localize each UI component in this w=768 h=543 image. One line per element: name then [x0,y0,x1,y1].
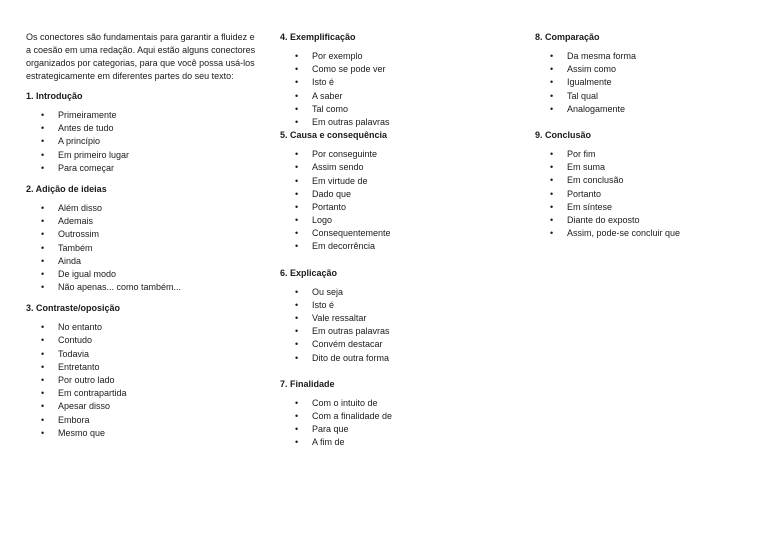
list-item: • A fim de [280,436,515,449]
list-item: • Tal como [280,103,515,116]
connector-list [280,148,515,254]
list-item: • Assim sendo [280,161,515,174]
list-item: • A saber [280,90,515,103]
connector-list [535,148,768,240]
list-item: • Em decorrência [280,240,515,253]
list-item: • Por outro lado [26,374,261,387]
list-item: • Por fim [535,148,768,161]
list-item: • Primeiramente [26,109,261,122]
section-heading: 9. Conclusão [535,129,592,140]
list-item: • Com a finalidade de [280,410,515,423]
list-item: • Além disso [26,202,261,215]
list-item: • Em conclusão [535,174,768,187]
connector-list [280,286,515,365]
section-heading: 4. Exemplificação [280,32,356,42]
list-item: • Mesmo que [26,427,261,440]
column-2 [280,31,515,458]
connector-list [26,109,261,175]
list-item: • Isto é [280,76,515,89]
list-item: • Como se pode ver [280,63,515,76]
list-item: • Todavia [26,348,261,361]
section-adicao-de-ideias [26,183,261,294]
section-heading: 6. Explicação [280,267,338,278]
list-item: • Tal qual [535,90,768,103]
list-item: • Em contrapartida [26,387,261,400]
list-item: • Também [26,242,261,255]
section-heading: 2. Adição de ideias [26,183,107,194]
list-item: • Antes de tudo [26,122,261,135]
section-introducao [26,90,261,175]
list-item: • Em outras palavras [280,116,515,129]
list-item: • De igual modo [26,268,261,281]
connector-list [280,50,515,129]
list-item: • Em suma [535,161,768,174]
list-item: • Outrossim [26,228,261,241]
list-item: • Com o intuito de [280,397,515,410]
list-item: • Apesar disso [26,400,261,413]
section-comparacao [535,31,768,116]
list-item: • Dito de outra forma [280,352,515,365]
list-item: • Isto é [280,299,515,312]
section-explicacao [280,267,515,365]
list-item: • Ademais [26,215,261,228]
list-item: • Igualmente [535,76,768,89]
list-item: • Portanto [535,188,768,201]
connector-list [535,50,768,116]
list-item: • Em primeiro lugar [26,149,261,162]
section-conclusao [535,129,768,240]
list-item: • Dado que [280,188,515,201]
list-item: • No entanto [26,321,261,334]
section-contraste-oposicao [26,302,261,440]
list-item: • Por exemplo [280,50,515,63]
section-heading: 8. Comparação [535,32,600,42]
connector-list [26,321,261,440]
list-item: • Assim como [535,63,768,76]
intro-paragraph: Os conectores são fundamentais para garantir a fluidez e a coesão em uma redação. Aqui estão alguns conectores organizados por categorias, para que você possa usá-los estrategicamente em diferentes partes do seu texto: [26,32,256,81]
list-item: • Portanto [280,201,515,214]
list-item: • Embora [26,414,261,427]
list-item: • Convém destacar [280,338,515,351]
section-heading: 7. Finalidade [280,378,335,389]
section-causa-e-consequencia [280,129,515,254]
column-3 [535,31,768,248]
section-exemplificacao [280,31,515,129]
list-item: • Da mesma forma [535,50,768,63]
list-item: • Por conseguinte [280,148,515,161]
list-item: • Entretanto [26,361,261,374]
list-item: • Para que [280,423,515,436]
list-item: • Para começar [26,162,261,175]
list-item: • A princípio [26,135,261,148]
list-item: • Consequentemente [280,227,515,240]
section-heading: 1. Introdução [26,91,83,101]
list-item: • Analogamente [535,103,768,116]
section-heading: 5. Causa e consequência [280,130,388,141]
section-heading: 3. Contraste/oposição [26,303,121,314]
list-item: • Em outras palavras [280,325,515,338]
list-item: • Logo [280,214,515,227]
list-item: • Em virtude de [280,175,515,188]
list-item: • Assim, pode-se concluir que [535,227,768,240]
column-1 [26,31,261,448]
list-item: • Vale ressaltar [280,312,515,325]
connector-list [280,397,515,450]
list-item: • Contudo [26,334,261,347]
list-item: • Ainda [26,255,261,268]
section-finalidade [280,378,515,450]
list-item: • Ou seja [280,286,515,299]
list-item: • Diante do exposto [535,214,768,227]
connector-list [26,202,261,294]
list-item: • Não apenas... como também... [26,281,261,294]
list-item: • Em síntese [535,201,768,214]
